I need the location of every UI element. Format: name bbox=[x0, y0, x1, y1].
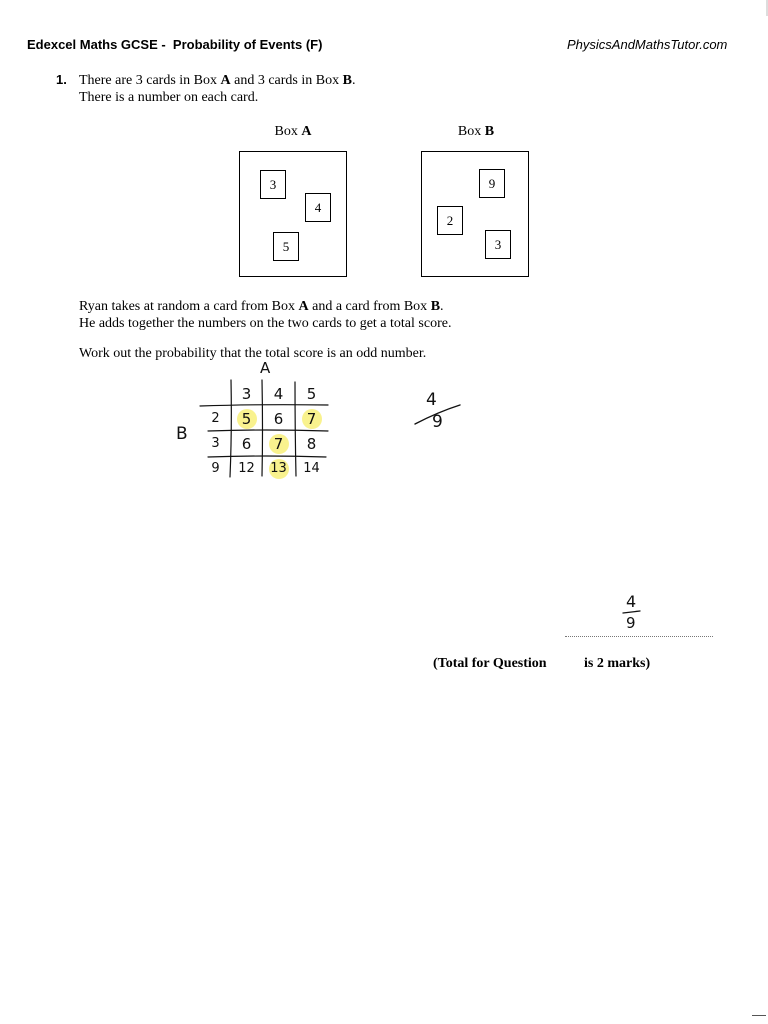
question-number: 1. bbox=[56, 72, 67, 87]
grid-sum-cell: 13 bbox=[270, 461, 287, 476]
line3-box-a: A bbox=[298, 299, 309, 314]
box-a-label-text: Box bbox=[274, 124, 302, 139]
box-b-label-letter: B bbox=[484, 124, 495, 139]
grid-sum-cell: 7 bbox=[273, 435, 284, 453]
box-a-card: 5 bbox=[273, 232, 299, 261]
box-b-card: 9 bbox=[479, 169, 505, 198]
box-b bbox=[421, 151, 529, 277]
grid-row-label: 2 bbox=[211, 411, 220, 426]
grid-sum-cell: 6 bbox=[241, 435, 252, 453]
answer-fraction bbox=[620, 592, 650, 636]
question-line-5: Work out the probability that the total score is an odd number. bbox=[79, 346, 427, 361]
line3-mid: and a card from Box bbox=[308, 299, 431, 314]
box-a-label-letter: A bbox=[301, 124, 312, 139]
grid-row-label: 3 bbox=[211, 436, 220, 451]
box-a-card: 3 bbox=[260, 170, 286, 199]
box-b-card: 2 bbox=[437, 206, 463, 235]
grid-row-label: 9 bbox=[211, 461, 220, 476]
line1-end: . bbox=[351, 73, 356, 88]
grid-sum-cell: 12 bbox=[238, 461, 255, 476]
answer-line[interactable] bbox=[565, 636, 713, 637]
working-fraction-denominator: 9 bbox=[432, 412, 443, 432]
document-title: Edexcel Maths GCSE - Probability of Events (F) bbox=[27, 37, 323, 52]
box-b-card: 3 bbox=[485, 230, 511, 259]
box-a-label bbox=[238, 124, 348, 140]
line3-box-b: B bbox=[430, 299, 441, 314]
grid-sum-cell: 7 bbox=[306, 410, 317, 428]
line3-end: . bbox=[440, 299, 444, 314]
page-corner-mark bbox=[752, 1015, 766, 1016]
question-line-2: There is a number on each card. bbox=[79, 90, 259, 105]
answer-denominator: 9 bbox=[626, 614, 636, 632]
row-label-b: B bbox=[176, 424, 188, 444]
total-marks-value: is 2 marks) bbox=[584, 656, 651, 671]
grid-header-cell: 4 bbox=[273, 385, 284, 403]
box-a-card: 4 bbox=[305, 193, 331, 222]
question-line-3 bbox=[79, 299, 444, 315]
working-fraction-numerator: 4 bbox=[426, 390, 437, 410]
box-b-label bbox=[421, 124, 531, 140]
line3-text: Ryan takes at random a card from Box bbox=[79, 299, 299, 314]
grid-sum-cell: 5 bbox=[241, 410, 252, 428]
box-b-label-text: Box bbox=[457, 124, 485, 139]
question-line-1 bbox=[79, 73, 355, 89]
grid-sum-cell: 8 bbox=[306, 435, 317, 453]
working-fraction bbox=[410, 388, 470, 438]
line1-text: There are 3 cards in Box bbox=[79, 73, 221, 88]
working-grid bbox=[170, 360, 340, 485]
line1-mid: and 3 cards in Box bbox=[230, 73, 343, 88]
grid-sum-cell: 14 bbox=[303, 461, 320, 476]
grid-header-cell: 3 bbox=[241, 385, 252, 403]
box-a bbox=[239, 151, 347, 277]
question-line-4: He adds together the numbers on the two cards to get a total score. bbox=[79, 316, 452, 331]
column-label-a: A bbox=[260, 359, 271, 377]
line1-box-a: A bbox=[220, 73, 231, 88]
grid-header-cell: 5 bbox=[306, 385, 317, 403]
answer-numerator: 4 bbox=[626, 592, 637, 611]
total-marks-label: (Total for Question bbox=[433, 656, 547, 671]
line1-box-b: B bbox=[342, 73, 352, 88]
grid-sum-cell: 6 bbox=[273, 410, 284, 428]
site-name: PhysicsAndMathsTutor.com bbox=[567, 37, 728, 52]
